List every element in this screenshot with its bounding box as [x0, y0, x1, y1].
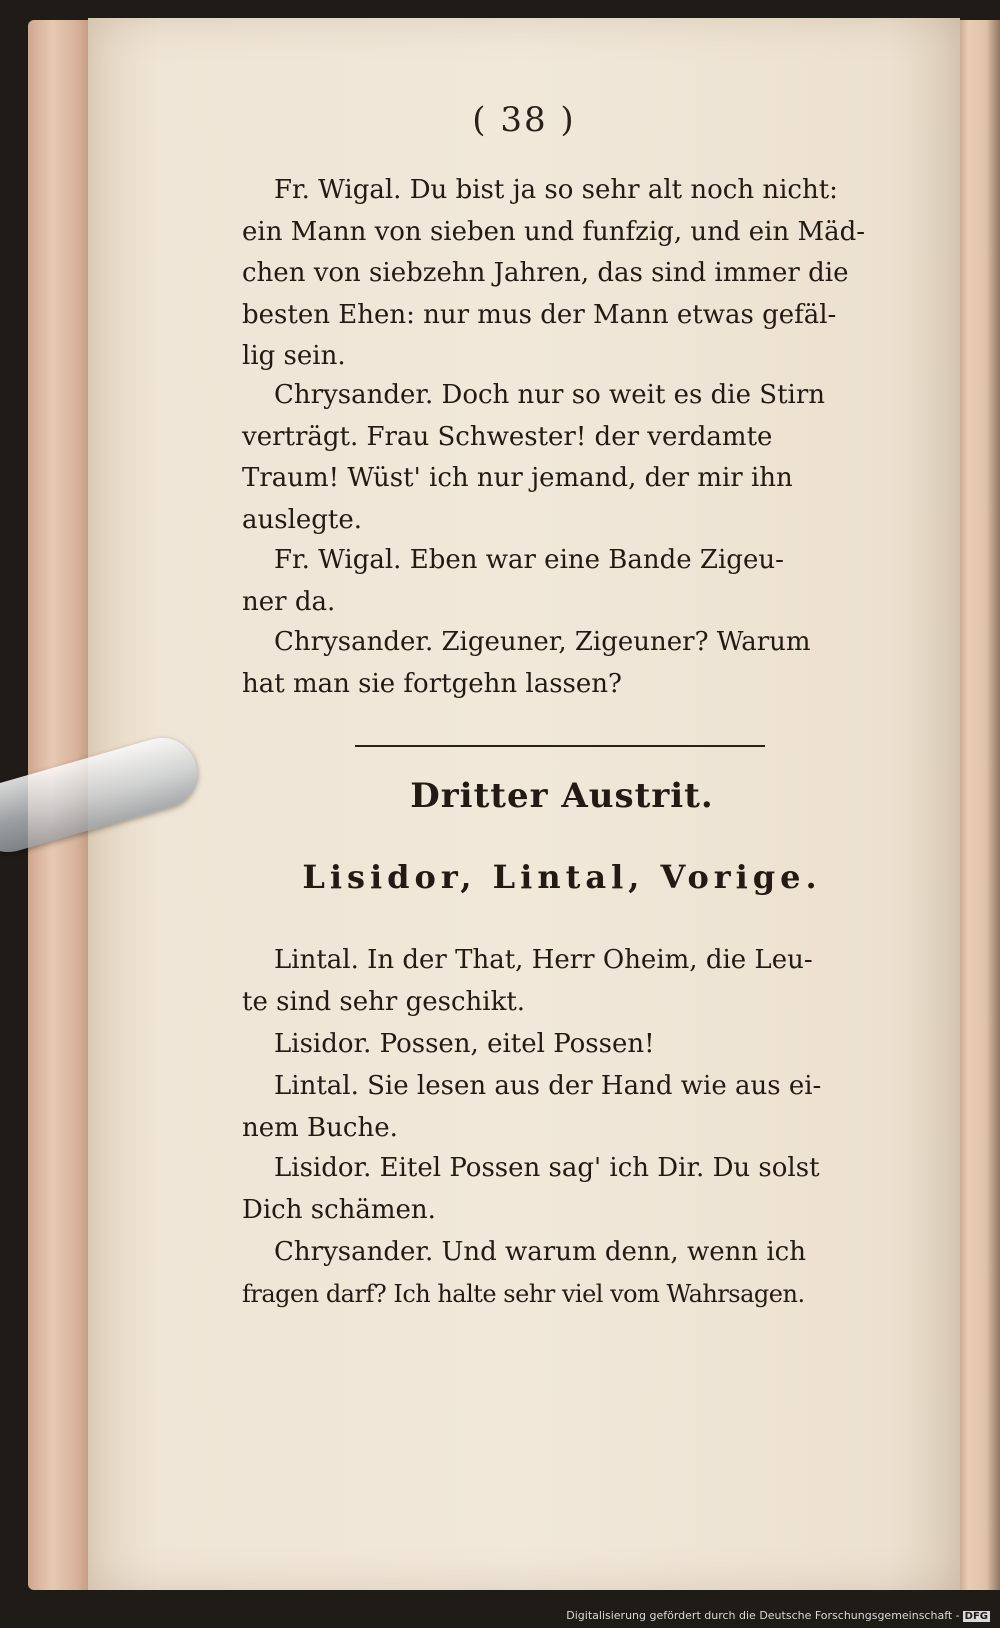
text-line: fragen darf? Ich halte sehr viel vom Wahrsagen.	[242, 1279, 805, 1308]
text-line: nem Buche.	[242, 1112, 398, 1143]
text-line: Fr. Wigal. Du bist ja so sehr alt noch nicht:	[274, 175, 838, 205]
text-line: Lintal. Sie lesen aus der Hand wie aus ei-	[274, 1071, 822, 1101]
text-line: lig sein.	[242, 341, 346, 371]
dialogue-block	[242, 1148, 882, 1231]
text-line: Chrysander. Doch nur so weit es die Stirn	[274, 380, 826, 410]
text-line: Lintal. In der That, Herr Oheim, die Leu-	[274, 945, 813, 975]
text-line: Lisidor. Possen, eitel Possen!	[274, 1029, 655, 1059]
text-line: Dich schämen.	[242, 1194, 436, 1225]
characters-heading: Lisidor, Lintal, Vorige.	[302, 858, 822, 896]
dialogue-block	[242, 622, 882, 705]
text-line: verträgt. Frau Schwester! der verdamte	[242, 421, 773, 452]
text-line: Lisidor. Eitel Possen sag' ich Dir. Du solst	[274, 1153, 820, 1183]
dialogue-block	[242, 1066, 882, 1149]
footer	[566, 1609, 990, 1622]
book-edge-right	[955, 20, 1000, 1590]
dialogue-block	[242, 170, 882, 378]
dialogue-block	[242, 540, 882, 623]
text-line: auslegte.	[242, 504, 363, 535]
text-line: ner da.	[242, 586, 336, 617]
text-line: Fr. Wigal. Eben war eine Bande Zigeu-	[274, 545, 784, 575]
section-divider	[355, 745, 765, 747]
text-line: te sind sehr geschikt.	[242, 986, 526, 1017]
dialogue-block	[242, 1232, 882, 1315]
text-line: Chrysander. Zigeuner, Zigeuner? Warum	[274, 627, 811, 657]
dfg-logo: DFG	[964, 1611, 988, 1622]
text-line: Chrysander. Und warum denn, wenn ich	[274, 1237, 806, 1267]
dialogue-block	[242, 940, 882, 1023]
text-line: besten Ehen: nur mus der Mann etwas gefäl-	[242, 299, 837, 330]
text-line: chen von siebzehn Jahren, das sind immer die	[242, 258, 849, 288]
text-line: ein Mann von sieben und funfzig, und ein Mäd-	[242, 216, 866, 247]
footer-text: Digitalisierung gefördert durch die Deutsche Forschungsgemeinschaft -	[566, 1609, 960, 1622]
text-line: hat man sie fortgehn lassen?	[242, 668, 622, 699]
dialogue-block	[242, 375, 882, 541]
text-line: Traum! Wüst' ich nur jemand, der mir ihn	[242, 463, 793, 493]
dialogue-block	[242, 1024, 882, 1066]
page-number: ( 38 )	[472, 100, 576, 140]
scene-heading: Dritter Austrit.	[410, 776, 714, 816]
